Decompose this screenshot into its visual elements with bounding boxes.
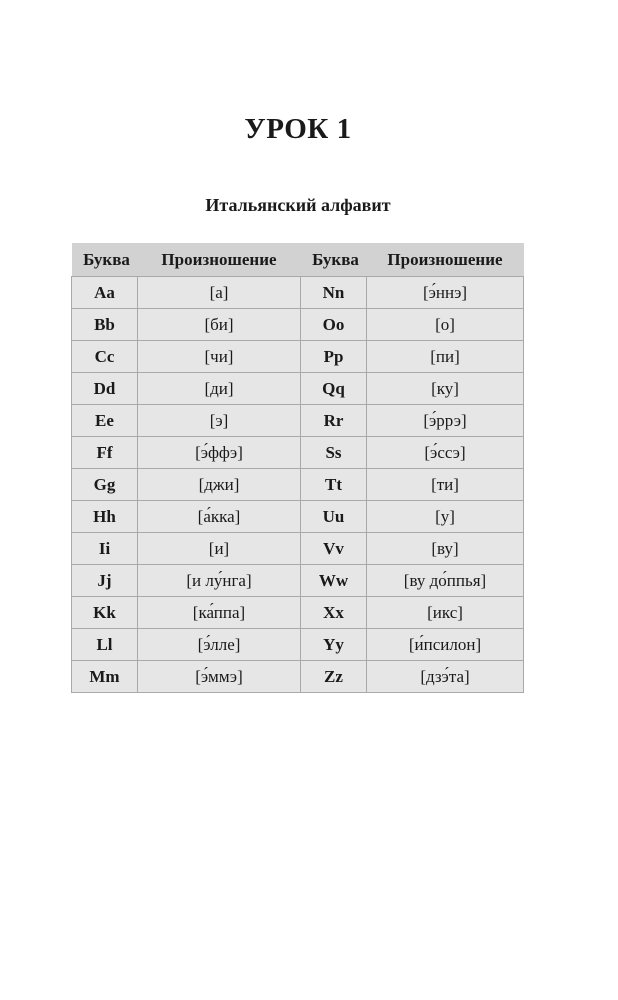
pronunciation-cell: [чи] xyxy=(138,341,301,373)
letter-cell: Zz xyxy=(301,661,367,693)
table-row xyxy=(72,341,524,373)
table-row xyxy=(72,469,524,501)
pronunciation-cell: [а] xyxy=(138,277,301,309)
table-row xyxy=(72,309,524,341)
table-row xyxy=(72,501,524,533)
pronunciation-cell: [пи] xyxy=(367,341,524,373)
letter-cell: Ee xyxy=(72,405,138,437)
letter-cell: Yy xyxy=(301,629,367,661)
letter-cell: Tt xyxy=(301,469,367,501)
pronunciation-cell: [джи] xyxy=(138,469,301,501)
pronunciation-cell: [э́ссэ] xyxy=(367,437,524,469)
letter-cell: Uu xyxy=(301,501,367,533)
table-row xyxy=(72,437,524,469)
pronunciation-cell: [би] xyxy=(138,309,301,341)
pronunciation-cell: [ву до́ппья] xyxy=(367,565,524,597)
letter-cell: Aa xyxy=(72,277,138,309)
letter-cell: Ff xyxy=(72,437,138,469)
table-row xyxy=(72,565,524,597)
letter-cell: Jj xyxy=(72,565,138,597)
pronunciation-cell: [э́ммэ] xyxy=(138,661,301,693)
table-row xyxy=(72,405,524,437)
table-row xyxy=(72,661,524,693)
letter-cell: Oo xyxy=(301,309,367,341)
pronunciation-cell: [и] xyxy=(138,533,301,565)
pronunciation-cell: [ка́ппа] xyxy=(138,597,301,629)
header-letter: Буква xyxy=(72,243,138,277)
pronunciation-cell: [и лу́нга] xyxy=(138,565,301,597)
letter-cell: Hh xyxy=(72,501,138,533)
letter-cell: Kk xyxy=(72,597,138,629)
lesson-title: УРОК 1 xyxy=(244,113,352,145)
pronunciation-cell: [э́ннэ] xyxy=(367,277,524,309)
pronunciation-cell: [а́кка] xyxy=(138,501,301,533)
letter-cell: Ll xyxy=(72,629,138,661)
letter-cell: Bb xyxy=(72,309,138,341)
pronunciation-cell: [э́ррэ] xyxy=(367,405,524,437)
table-row xyxy=(72,277,524,309)
letter-cell: Gg xyxy=(72,469,138,501)
pronunciation-cell: [у] xyxy=(367,501,524,533)
table-row xyxy=(72,373,524,405)
letter-cell: Rr xyxy=(301,405,367,437)
letter-cell: Xx xyxy=(301,597,367,629)
pronunciation-cell: [о] xyxy=(367,309,524,341)
letter-cell: Vv xyxy=(301,533,367,565)
pronunciation-cell: [дзэ́та] xyxy=(367,661,524,693)
pronunciation-cell: [икс] xyxy=(367,597,524,629)
letter-cell: Cc xyxy=(72,341,138,373)
table-row xyxy=(72,629,524,661)
letter-cell: Qq xyxy=(301,373,367,405)
letter-cell: Nn xyxy=(301,277,367,309)
section-title: Итальянский алфавит xyxy=(205,195,391,215)
alphabet-table-body xyxy=(72,277,524,693)
alphabet-table xyxy=(71,243,524,693)
letter-cell: Dd xyxy=(72,373,138,405)
table-row xyxy=(72,533,524,565)
letter-cell: Ww xyxy=(301,565,367,597)
pronunciation-cell: [э́лле] xyxy=(138,629,301,661)
table-header-row xyxy=(72,243,524,277)
pronunciation-cell: [э́ффэ] xyxy=(138,437,301,469)
letter-cell: Ss xyxy=(301,437,367,469)
header-pronunciation: Произношение xyxy=(138,243,301,277)
letter-cell: Pp xyxy=(301,341,367,373)
letter-cell: Ii xyxy=(72,533,138,565)
header-letter: Буква xyxy=(301,243,367,277)
pronunciation-cell: [ти] xyxy=(367,469,524,501)
header-pronunciation: Произношение xyxy=(367,243,524,277)
pronunciation-cell: [ву] xyxy=(367,533,524,565)
letter-cell: Mm xyxy=(72,661,138,693)
table-row xyxy=(72,597,524,629)
pronunciation-cell: [ди] xyxy=(138,373,301,405)
pronunciation-cell: [э] xyxy=(138,405,301,437)
pronunciation-cell: [ку] xyxy=(367,373,524,405)
pronunciation-cell: [и́псилон] xyxy=(367,629,524,661)
